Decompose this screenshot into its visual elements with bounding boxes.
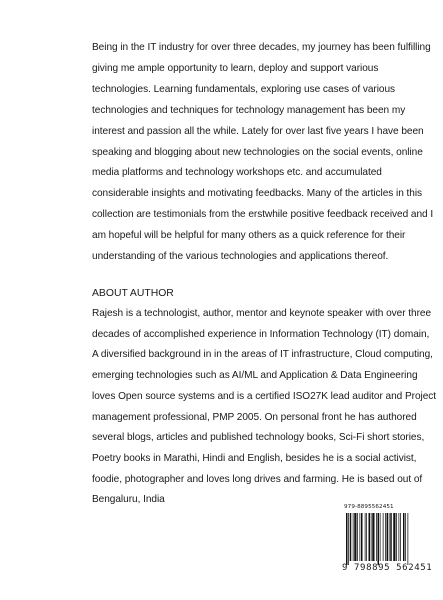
barcode-icon (340, 513, 430, 565)
author-bio-paragraph: Rajesh is a technologist, author, mentor and keynote speaker with over three decades of accomplished experience in Information Technology (IT) domain, A diversified background in in the areas of IT infrastructure, Cloud computing, emerging technologies such as AI/ML and Application & Data Engineering loves Open source systems and is a certified ISO27K lead auditor and Project management professional, PMP 2005. On personal front he has authored several blogs, articles and published technology books, Sci-Fi short stories, Poetry books in Marathi, Hindi and English, besides he is a social activist, foodie, photographer and loves long drives and farming. He is based out of Bengaluru, India (92, 308, 437, 506)
about-author-heading: ABOUT AUTHOR (92, 288, 174, 299)
barcode-digits: 9 798895 562451 (342, 563, 433, 573)
isbn-label: 979-8895562451 (344, 504, 394, 510)
isbn-barcode (340, 504, 433, 584)
blurb-paragraph: Being in the IT industry for over three decades, my journey has been fulfilling giving me ample opportunity to learn, deploy and support various technologies. Learning fundamentals, exploring use cases of various technologies and techniques for technology management has been my interest and passion all the while. Lately for over last five years I have been speaking and blogging about new technologies on the social events, online media platforms and technology workshops etc. and accumulated considerable insights and motivating feedbacks. Many of the articles in this collection are testimonials from the erstwhile positive feedback received and I am hopeful will be helpful for many others as a quick reference for their understanding of the various technologies and applications thereof. (92, 42, 434, 263)
